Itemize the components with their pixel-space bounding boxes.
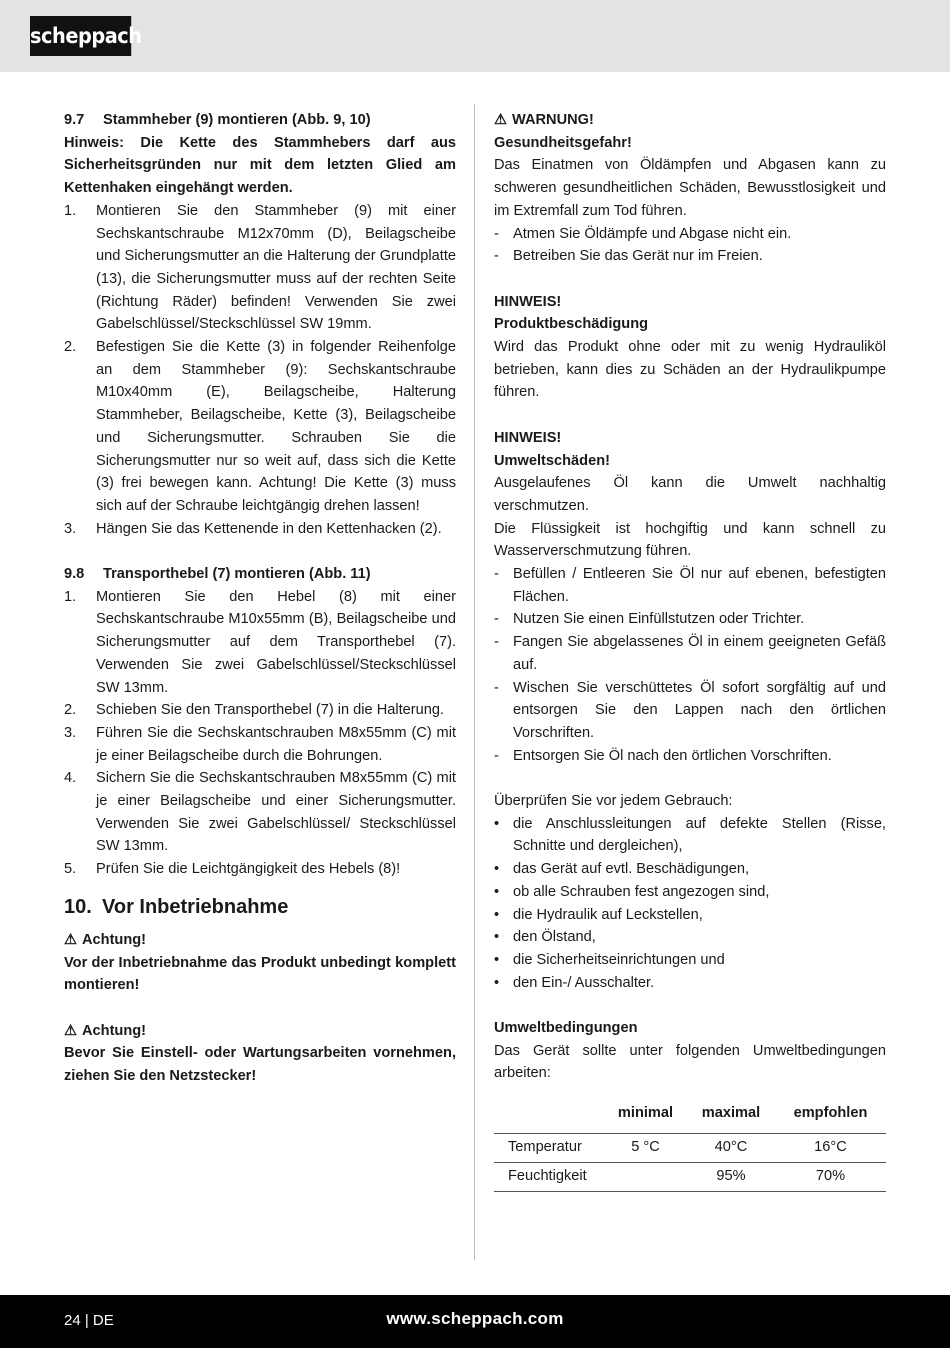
section-9-8-heading bbox=[64, 563, 456, 586]
footer-bar bbox=[0, 1295, 950, 1348]
env-text: Das Gerät sollte unter folgenden Umweltbedingungen arbeiten: bbox=[494, 1042, 886, 1082]
column-divider bbox=[474, 104, 475, 1260]
list-item: - Wischen Sie verschüttetes Öl sofort sorgfältig auf und entsorgen Sie den Lappen nach den örtlichen Vorschriften. bbox=[494, 679, 886, 741]
website-link[interactable]: www.scheppach.com bbox=[386, 1309, 564, 1328]
list-item: • ob alle Schrauben fest angezogen sind, bbox=[494, 883, 770, 900]
section-number: 9.8 bbox=[64, 566, 85, 583]
list-item: - Befüllen / Entleeren Sie Öl nur auf ebenen, befestigten Flächen. bbox=[494, 566, 886, 605]
list-item: 5. Prüfen Sie die Leichtgängigkeit des Hebels (8)! bbox=[64, 861, 401, 878]
section-9-7-note: Hinweis: Die Kette des Stammhebers darf aus Sicherheitsgründen nur mit dem letzten Glied am Kettenhaken eingehängt werden. bbox=[64, 134, 456, 197]
warning-triangle-icon: ⚠ bbox=[64, 1022, 78, 1039]
attention-text: Bevor Sie Einstell- oder Wartungsarbeiten vornehmen, ziehen Sie den Netzstecker! bbox=[64, 1045, 456, 1085]
list-item: 1. Montieren Sie den Stammheber (9) mit einer Sechskantschraube M12x70mm (D), Beilagscheibe und Sicherungsmutter an die Halterung der Grundplatte (13), die Sicherungsmutter muss auf der rechten Seite (Richtung Räder) befinden! Verwenden Sie zwei Gabelschlüssel/Steckschlüssel SW 19mm. bbox=[64, 202, 456, 333]
warning-text: Das Einatmen von Öldämpfen und Abgasen kann zu schweren gesundheitlichen Schäden, Bewusstlosigkeit und im Extremfall zum Tod führen. bbox=[494, 157, 886, 219]
left-column bbox=[64, 109, 456, 1088]
list-item: - Nutzen Sie einen Einfüllstutzen oder Trichter. bbox=[494, 611, 805, 628]
brand-logo: scheppach bbox=[30, 16, 131, 56]
list-item: - Entsorgen Sie Öl nach den örtlichen Vorschriften. bbox=[494, 747, 832, 764]
attention-text: Vor der Inbetriebnahme das Produkt unbedingt komplett montieren! bbox=[64, 954, 456, 994]
section-title: Transporthebel (7) montieren (Abb. 11) bbox=[103, 566, 371, 583]
list-item: • den Ein-/ Ausschalter. bbox=[494, 974, 655, 991]
list-item: • die Hydraulik auf Leckstellen, bbox=[494, 906, 703, 923]
check-intro: Überprüfen Sie vor jedem Gebrauch: bbox=[494, 793, 733, 810]
right-column bbox=[494, 109, 886, 1192]
attention-label: ⚠ Achtung! bbox=[64, 929, 456, 952]
section-9-8-steps bbox=[64, 586, 456, 881]
warning-triangle-icon: ⚠ bbox=[494, 112, 508, 128]
notice-label: HINWEIS! bbox=[494, 429, 562, 446]
list-item: - Fangen Sie abgelassenes Öl in einem geeigneten Gefäß auf. bbox=[494, 634, 886, 673]
list-item: • den Ölstand, bbox=[494, 929, 596, 946]
section-9-7-steps bbox=[64, 200, 456, 541]
list-item: 2. Schieben Sie den Transporthebel (7) in die Halterung. bbox=[64, 702, 445, 719]
list-item: 2. Befestigen Sie die Kette (3) in folgender Reihenfolge an dem Stammheber (9): Sechskantschraube M10x40mm (E), Beilagscheibe, Halterung Stammheber, Beilagscheibe, Kette (3), Beilagscheibe und Sicherungsmutter. Schrauben Sie die Sicherungsmutter nur so weit auf, dass sich die Kette (3) frei bewegen kann. Achtung! Die Kette (3) muss sich auf der Schraube leichtgängig drehen lassen! bbox=[64, 339, 456, 514]
warning-subtitle: Gesundheitsgefahr! bbox=[494, 134, 632, 151]
notice-text: Die Flüssigkeit ist hochgiftig und kann schnell zu Wasserverschmutzung führen. bbox=[494, 520, 886, 560]
page-number: 24 | DE bbox=[64, 1312, 114, 1329]
env-title: Umweltbedingungen bbox=[494, 1020, 638, 1037]
list-item: • die Anschlussleitungen auf defekte Stellen (Risse, Schnitte und dergleichen), bbox=[494, 815, 886, 855]
warning-label: ⚠ WARNUNG! bbox=[494, 109, 886, 132]
table-row: Feuchtigkeit 95% 70% bbox=[494, 1162, 886, 1191]
list-item: • das Gerät auf evtl. Beschädigungen, bbox=[494, 861, 750, 878]
section-10-heading bbox=[64, 893, 456, 921]
list-item: 4. Sichern Sie die Sechskantschrauben M8x55mm (C) mit je einer Beilagscheibe und einer Sicherungsmutter. Verwenden Sie zwei Gabelschlüssel/ Steckschlüssel SW 13mm. bbox=[64, 770, 456, 855]
notice-text: Wird das Produkt ohne oder mit zu wenig Hydrauliköl betrieben, kann dies zu Schäden an der Hydraulikpumpe führen. bbox=[494, 339, 886, 401]
list-item: 3. Hängen Sie das Kettenende in den Kettenhacken (2). bbox=[64, 520, 442, 537]
section-title: Vor Inbetriebnahme bbox=[102, 895, 289, 918]
warning-triangle-icon: ⚠ bbox=[64, 931, 78, 948]
list-item: 3. Führen Sie die Sechskantschrauben M8x55mm (C) mit je einer Beilagscheibe durch die Bohrungen. bbox=[64, 724, 456, 764]
section-title: Stammheber (9) montieren (Abb. 9, 10) bbox=[103, 112, 371, 128]
header-bar bbox=[0, 0, 950, 72]
attention-label: ⚠ Achtung! bbox=[64, 1020, 456, 1043]
list-item: • die Sicherheitseinrichtungen und bbox=[494, 951, 725, 968]
table-row: Temperatur 5 °C 40°C 16°C bbox=[494, 1133, 886, 1162]
section-number: 10. bbox=[64, 895, 92, 918]
list-item: - Atmen Sie Öldämpfe und Abgase nicht ein. bbox=[494, 225, 792, 242]
table-header-row: minimal maximal empfohlen bbox=[494, 1093, 886, 1133]
notice-text: Ausgelaufenes Öl kann die Umwelt nachhaltig verschmutzen. bbox=[494, 475, 886, 514]
section-9-7-heading bbox=[64, 109, 456, 132]
list-item: - Betreiben Sie das Gerät nur im Freien. bbox=[494, 248, 763, 265]
notice-subtitle: Produktbeschädigung bbox=[494, 316, 649, 333]
notice-subtitle: Umweltschäden! bbox=[494, 452, 610, 469]
section-number: 9.7 bbox=[64, 112, 85, 128]
list-item: 1. Montieren Sie den Hebel (8) mit einer Sechskantschraube M10x55mm (B), Beilagscheibe und Sicherungsmutter auf dem Transporthebel (7). Verwenden Sie zwei Gabelschlüssel/Steckschlüssel SW 13mm. bbox=[64, 588, 456, 696]
environment-table bbox=[494, 1093, 886, 1192]
notice-label: HINWEIS! bbox=[494, 293, 562, 310]
